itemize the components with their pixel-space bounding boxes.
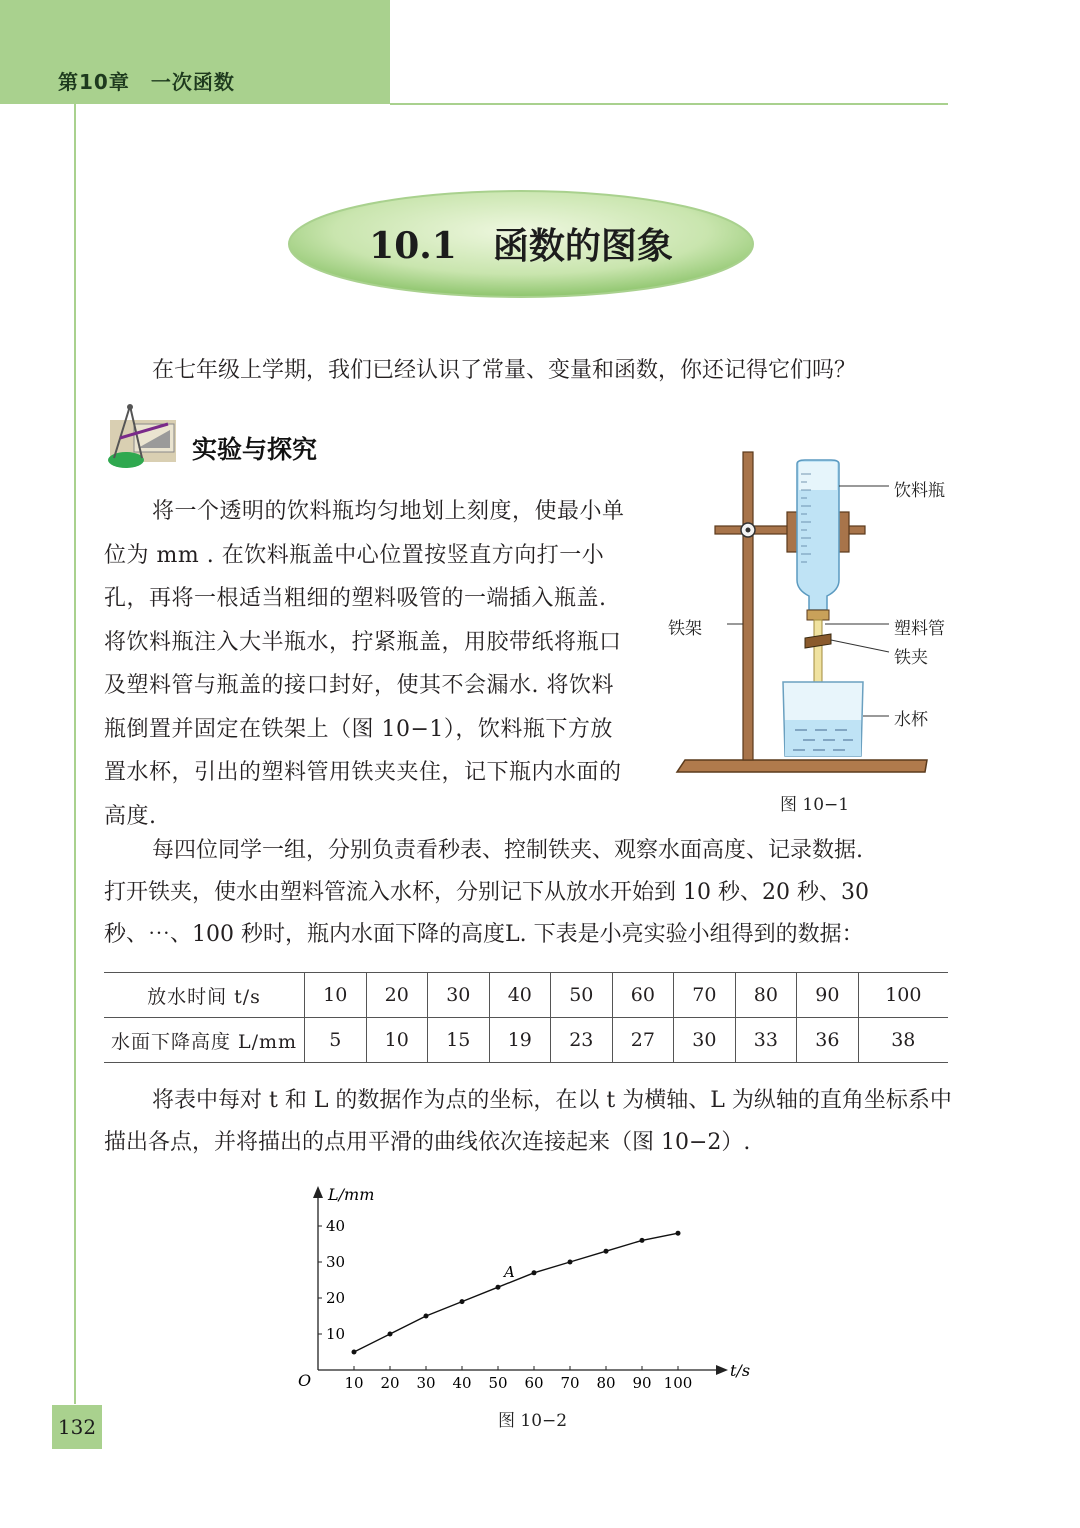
table-cell: 30 xyxy=(428,973,490,1018)
table-cell: 10 xyxy=(305,973,367,1018)
experiment-text: 将一个透明的饮料瓶均匀地划上刻度，使最小单位为 mm . 在饮料瓶盖中心位置按竖直方向打一小孔，再将一根适当粗细的塑料吸管的一端插入瓶盖. 将饮料瓶注入大半瓶水，拧紧瓶盖，用胶带纸将瓶口及塑料管与瓶盖的接口封好，使其不会漏水. 将饮料瓶倒置并固定在铁架上（图 10−1），饮料瓶下方放置水杯，引出的塑料管用铁夹夹住，记下瓶内水面的高度. xyxy=(104,499,625,829)
origin-label: O xyxy=(298,1371,312,1390)
x-tick-label: 60 xyxy=(524,1374,544,1392)
table-cell: 23 xyxy=(551,1018,613,1063)
table-cell: 50 xyxy=(551,973,613,1018)
table-cell: 40 xyxy=(489,973,551,1018)
figure-2-caption: 图 10−2 xyxy=(498,1411,568,1431)
x-axis-arrow xyxy=(716,1365,728,1375)
data-point xyxy=(604,1249,609,1254)
x-tick-label: 100 xyxy=(663,1374,693,1392)
x-tick-label: 70 xyxy=(560,1374,580,1392)
data-point xyxy=(676,1231,681,1236)
x-tick-label: 20 xyxy=(380,1374,400,1392)
table-cell: 70 xyxy=(674,973,736,1018)
table-cell: 33 xyxy=(735,1018,797,1063)
table-cell: 36 xyxy=(797,1018,859,1063)
x-axis-label: t/s xyxy=(730,1361,751,1380)
left-margin-rule xyxy=(74,104,76,1404)
table-cell: 15 xyxy=(428,1018,490,1063)
data-point xyxy=(424,1314,429,1319)
figure-1-caption: 图 10−1 xyxy=(780,795,850,815)
line-graph xyxy=(290,1180,770,1400)
label-cup: 水杯 xyxy=(894,710,928,730)
data-point xyxy=(388,1332,393,1337)
table-cell: 80 xyxy=(735,973,797,1018)
y-axis-arrow xyxy=(313,1186,323,1198)
y-tick-label: 10 xyxy=(326,1325,346,1343)
y-tick-label: 30 xyxy=(326,1253,346,1271)
data-point xyxy=(568,1260,573,1265)
page-number: 132 xyxy=(52,1405,102,1449)
y-tick-label: 20 xyxy=(326,1289,346,1307)
section-title: 10.1 函数的图象 xyxy=(369,225,673,267)
data-curve xyxy=(354,1233,678,1352)
experiment-icon xyxy=(100,402,182,474)
label-bottle: 饮料瓶 xyxy=(894,481,945,501)
table-cell: 60 xyxy=(612,973,674,1018)
data-point xyxy=(460,1299,465,1304)
data-point xyxy=(532,1270,537,1275)
data-point xyxy=(496,1285,501,1290)
y-axis-label: L/mm xyxy=(328,1185,375,1204)
table-row xyxy=(104,973,948,1018)
table-cell: 38 xyxy=(858,1018,948,1063)
table-row xyxy=(104,1018,948,1063)
table-cell: 20 xyxy=(366,973,428,1018)
x-tick-label: 50 xyxy=(488,1374,508,1392)
plot-instruction-text: 将表中每对 t 和 L 的数据作为点的坐标，在以 t 为横轴、L 为纵轴的直角坐标系中描出各点，并将描出的点用平滑的曲线依次连接起来（图 10−2）. xyxy=(104,1088,952,1155)
table-cell: 5 xyxy=(305,1018,367,1063)
label-tube: 塑料管 xyxy=(894,619,945,639)
x-tick-label: 30 xyxy=(416,1374,436,1392)
table-cell: 30 xyxy=(674,1018,736,1063)
experiment-heading: 实验与探究 xyxy=(192,435,318,464)
point-a-label: A xyxy=(504,1263,515,1282)
row-header-height: 水面下降高度 L/mm xyxy=(104,1018,305,1063)
data-table xyxy=(104,972,948,1063)
data-point xyxy=(352,1350,357,1355)
chapter-title: 第10章 一次函数 xyxy=(58,70,235,94)
intro-paragraph: 在七年级上学期，我们已经认识了常量、变量和函数，你还记得它们吗？ xyxy=(152,358,857,383)
row-header-time: 放水时间 t/s xyxy=(104,973,305,1018)
procedure-paragraph xyxy=(104,830,954,956)
group-text: 每四位同学一组，分别负责看秒表、控制铁夹、观察水面高度、记录数据. xyxy=(152,838,863,863)
table-cell: 10 xyxy=(366,1018,428,1063)
x-tick-label: 80 xyxy=(596,1374,616,1392)
label-stand: 铁架 xyxy=(668,619,702,639)
table-cell: 19 xyxy=(489,1018,551,1063)
table-cell: 100 xyxy=(858,973,948,1018)
header-rule xyxy=(390,103,948,105)
label-clamp: 铁夹 xyxy=(894,648,928,668)
data-point xyxy=(640,1238,645,1243)
table-cell: 90 xyxy=(797,973,859,1018)
x-tick-label: 90 xyxy=(632,1374,652,1392)
x-tick-label: 40 xyxy=(452,1374,472,1392)
procedure-text: 打开铁夹，使水由塑料管流入水杯，分别记下从放水开始到 10 秒、20 秒、30 秒、⋯、100 秒时，瓶内水面下降的高度L. 下表是小亮实验小组得到的数据： xyxy=(104,880,869,947)
y-tick-label: 40 xyxy=(326,1217,346,1235)
x-tick-label: 10 xyxy=(344,1374,364,1392)
table-cell: 27 xyxy=(612,1018,674,1063)
